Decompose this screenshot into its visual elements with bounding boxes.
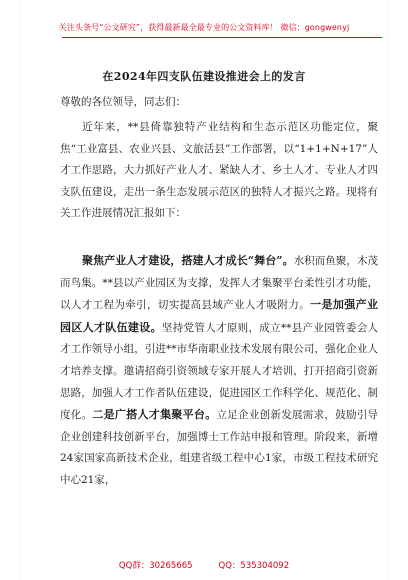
header-divider [62, 37, 382, 38]
section-heading: 聚焦产业人才建设，搭建人才成长“舞台”。 [82, 254, 294, 267]
point-heading-2: 二是广搭人才集聚平台。 [92, 408, 217, 422]
paragraph-intro: 近年来，**县倚靠独特产业结构和生态示范区功能定位，聚焦“工业富县、农业兴县、文旅活县”工作部署，以“1+1+N+17”人才工作思路，大力抓好产业人才、紧缺人才、乡土人才、专业人才四支队伍建设，走出一条生态发展示范区的独特人才振兴之路。现将有关工作进展情况汇报如下： [60, 121, 378, 220]
document-page [20, 0, 388, 580]
paragraph-text: 立足企业创新发展需求，鼓励引导企业创建科技创新平台，加强博士工作站申报和管理。阶段来，新增24家国家高新技术企业，组建省级工程中心1家，市级工程技术研究中心21家， [60, 409, 378, 486]
salutation: 尊敬的各位领导，同志们： [60, 96, 186, 108]
promo-header: 关注头条号“公文研究”，获得最新最全最专业的公文资料库！ 微信：gongwenyj [58, 23, 350, 32]
point-heading-1: 一是加强产业园区人才队伍建设。 [60, 298, 378, 334]
paragraph-text: 水积而鱼聚，木茂而鸟集。**县以产业园区为支撑，发挥人才集聚平台柔性引才功能，以人才工程为牵引，切实提高县域产业人才吸附力。 [60, 255, 378, 312]
paragraph-text: 坚持党管人才原则，成立**县产业园管委会人才工作领导小组，引进**市华南职业技术发展有限公司，强化企业人才培养支撑。邀请招商引资领域专家开展人才培训，打开招商引资新思路，加强人才工作者队伍建设，促进园区工作科学化、规范化、制度化。 [60, 321, 378, 422]
document-title: 在2024年四支队伍建设推进会上的发言 [102, 70, 306, 83]
paragraph-industry-talent [60, 250, 378, 546]
contact-footer [20, 559, 388, 571]
qq-number: QQ：535304092 [218, 561, 290, 571]
qq-group-number: QQ群：30265665 [118, 561, 193, 571]
